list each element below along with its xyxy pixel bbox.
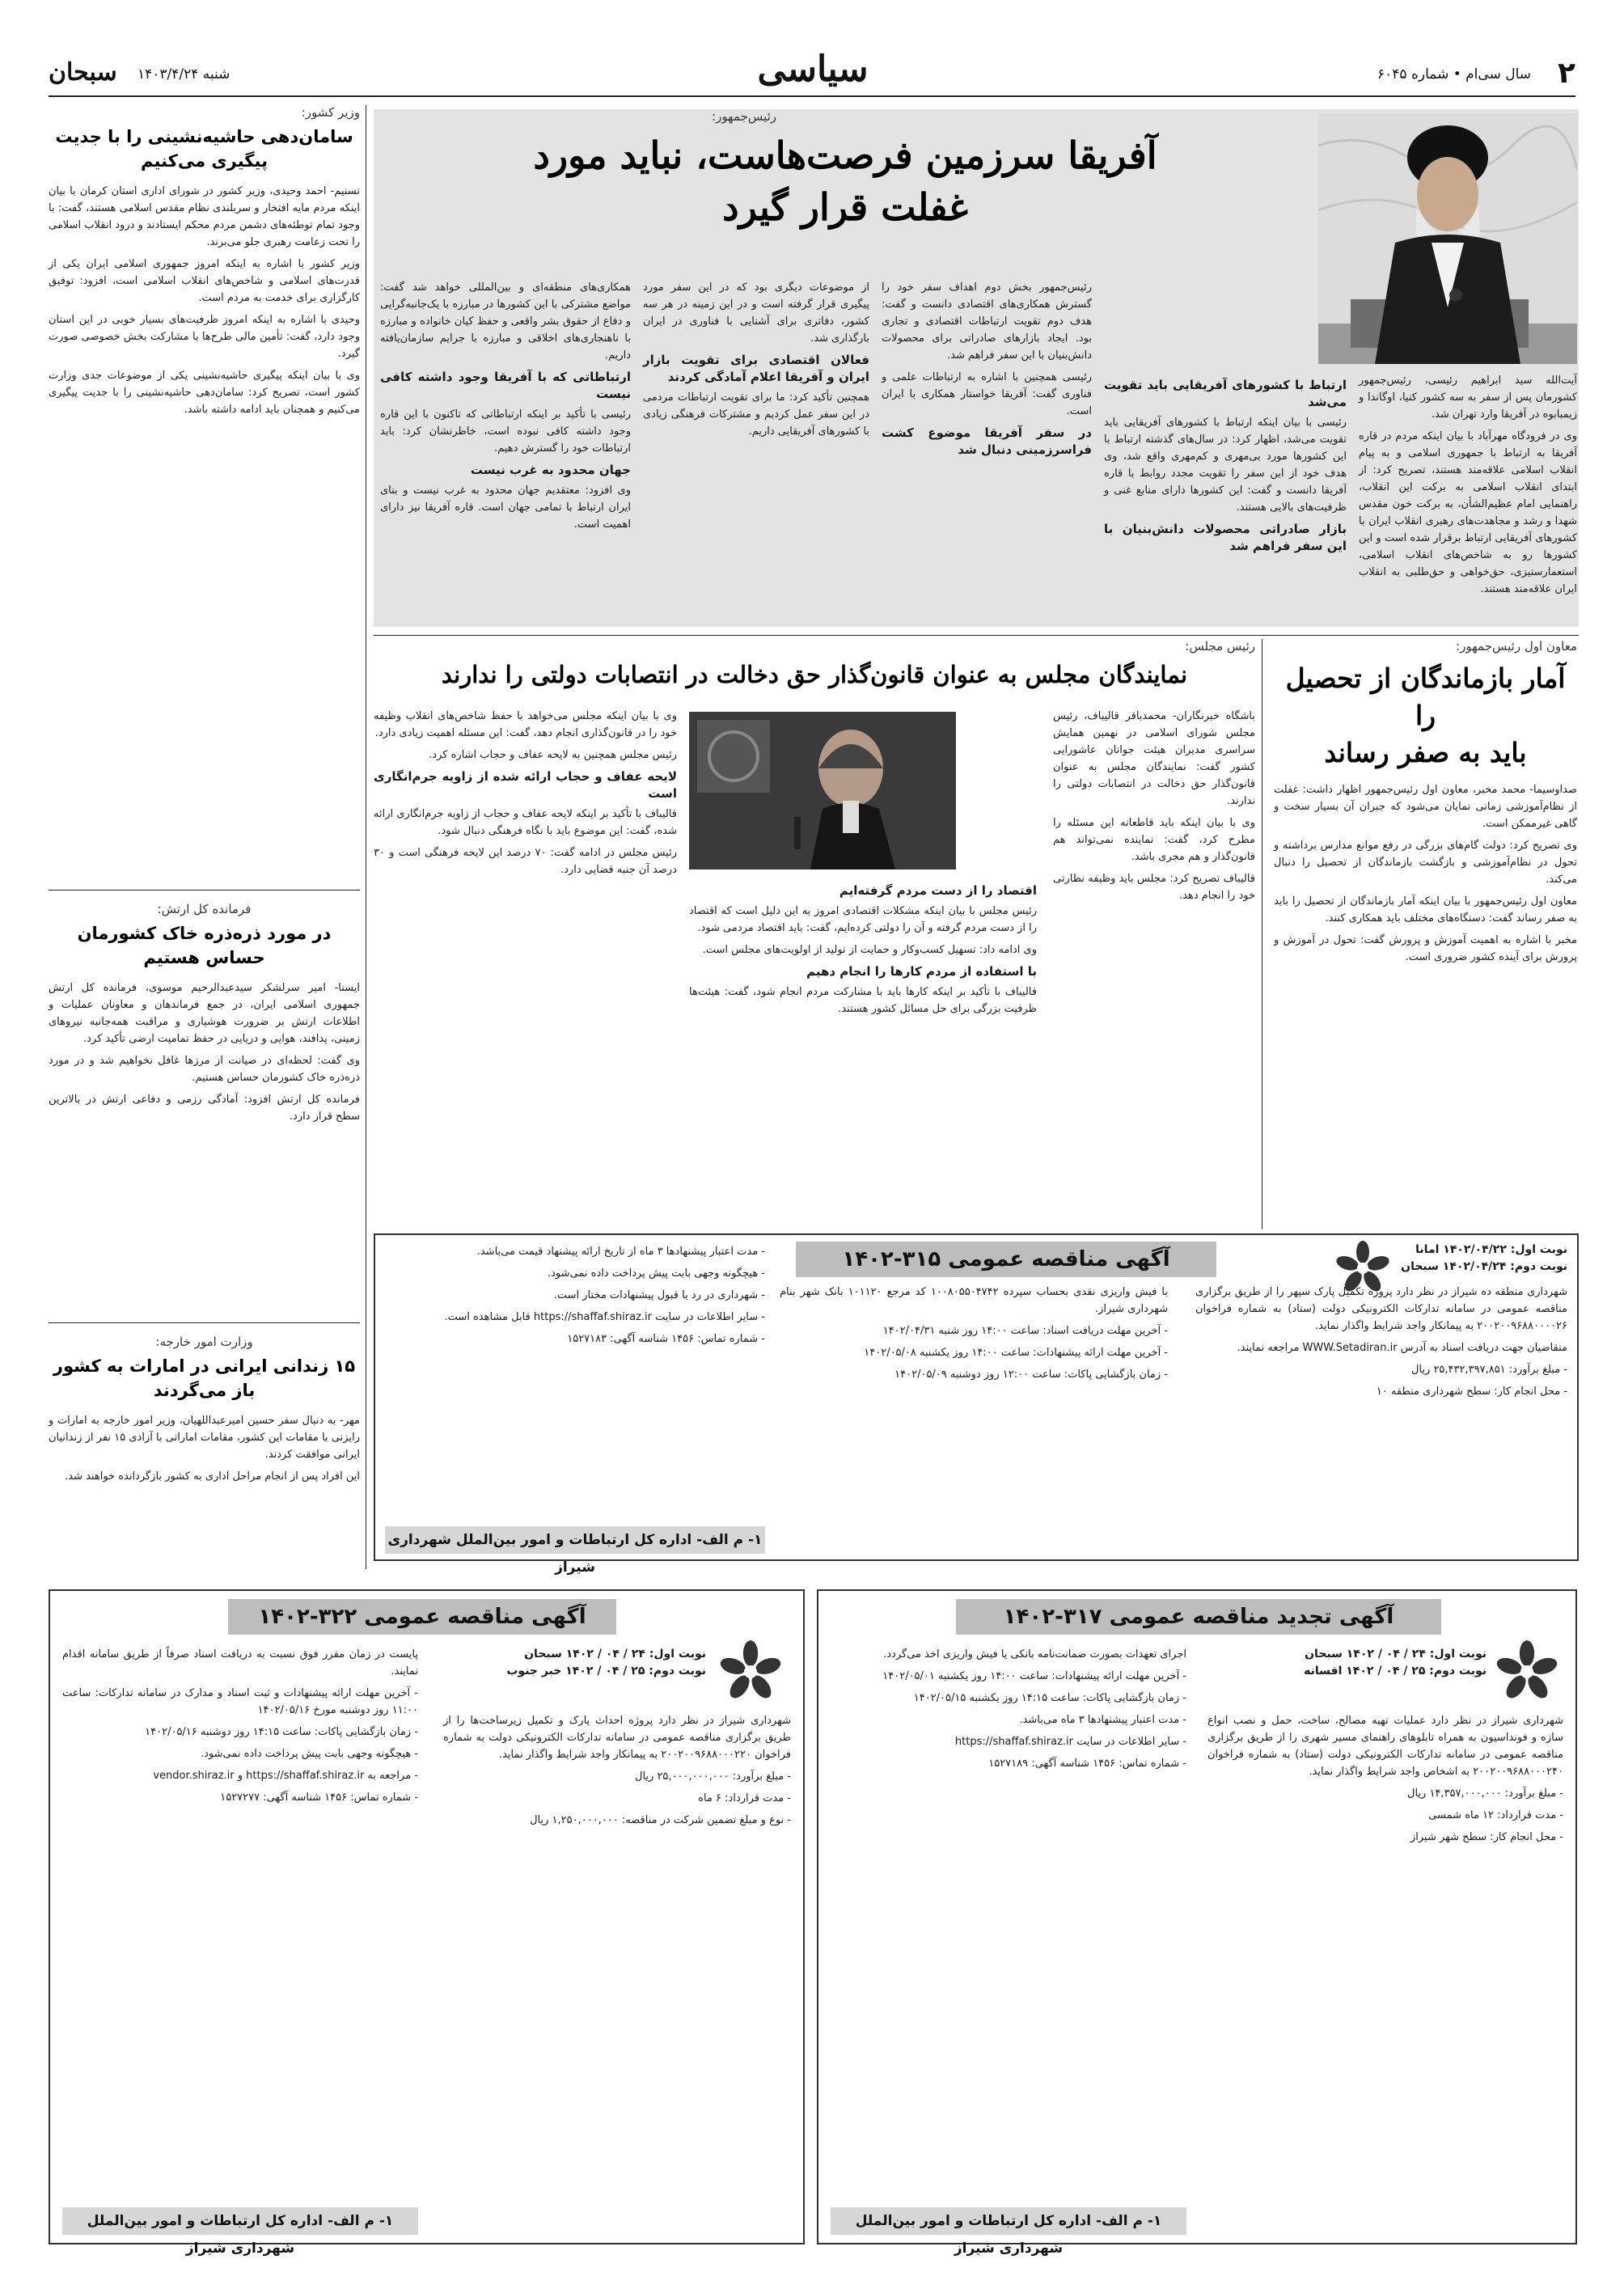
paragraph: این افراد پس از انجام مراحل اداری به کشور بازگردانده خواهند شد. bbox=[65, 1470, 360, 1483]
ad-nobat-2: نوبت دوم: ۲۵ / ۰۴ / ۱۴۰۲ خبر جنوب bbox=[506, 1665, 706, 1677]
paragraph: - هیچگونه وجهی بابت پیش پرداخت داده نمی‌شود. bbox=[548, 1267, 765, 1280]
page-number: ۲ bbox=[1558, 57, 1575, 90]
paragraph: - زمان بازگشایی پاکات: ساعت ۱۴:۱۵ روز دوشنبه ۱۴۰۲/۰۵/۱۶ bbox=[145, 1726, 418, 1738]
lead-headline-line-1: آفریقا سرزمین فرصت‌هاست، نباید مورد bbox=[533, 133, 1157, 177]
paragraph: - مبلغ برآورد: ۲۵,۴۳۲,۳۹۷,۸۵۱ ریال bbox=[1411, 1364, 1567, 1376]
paragraph: - شماره تماس: ۱۴۵۶ شناسه آگهی: ۱۵۲۷۱۸۹ bbox=[988, 1758, 1186, 1770]
ad-title-bar: آگهی تجدید مناقصه عمومی ۳۱۷-۱۴۰۲ bbox=[956, 1599, 1441, 1635]
paragraph: رئیسی با تأکید بر اینکه ارتباطاتی که تاکنون با این قاره وجود داشته کافی نبوده است، خاطرنشان کرد: باید ارتباطات خود را گسترش دهیم. bbox=[380, 408, 631, 455]
tender-ad-322 bbox=[49, 1589, 805, 2257]
parliament-story bbox=[374, 639, 1255, 1221]
lead-headline bbox=[380, 129, 1310, 233]
left-story-foreign bbox=[49, 1335, 360, 1490]
parl-column-left bbox=[374, 708, 677, 883]
speaker-photo-art bbox=[689, 712, 956, 869]
paragraph: وی تصریح کرد: دولت گام‌های بزرگی در رفع موانع مدارس برداشته و تحول در نظام‌آموزشی و بازگشت بازماندگان از تحصیل را دنبال می‌کند. bbox=[1274, 840, 1577, 886]
vp-headline bbox=[1274, 660, 1577, 772]
tender-ad-317 bbox=[817, 1589, 1577, 2257]
section-divider bbox=[374, 635, 1579, 636]
paragraph: ایسنا- امیر سرلشکر سیدعبدالرحیم موسوی، فرمانده کل ارتش جمهوری اسلامی ایران، در جمع فرماندهان و معاونان عملیات و اطلاعات ارتش بر ضرورت هوشیاری و مراقبت همه‌جانبه نیروهای زمینی، پدافند، هوایی و دریایی در حفظ تمامیت ارضی تأکید کرد. bbox=[49, 982, 360, 1045]
ad-column-2 bbox=[780, 1284, 1168, 1388]
subheading: فعالان اقتصادی برای تقویت بازار ایران و آفریقا اعلام آمادگی کردند bbox=[643, 353, 869, 384]
paragraph: - مدت قرارداد: ۶ ماه bbox=[698, 1792, 791, 1804]
paragraph: - مراجعه به https://shaffaf.shiraz.ir و vendor.shiraz.ir bbox=[153, 1770, 418, 1782]
paragraph: قالیباف با تأکید بر اینکه کارها باید با مشارکت مردم انجام شود، گفت: هیئت‌ها ظرفیت بزرگی برای حل مسائل کشور هستند. bbox=[689, 986, 1037, 1015]
municipality-logo-icon bbox=[718, 1639, 783, 1704]
ad-column-right bbox=[1207, 1712, 1563, 1851]
masthead-rule bbox=[49, 95, 1575, 97]
ad-column-left bbox=[831, 1646, 1186, 1777]
lead-column-e bbox=[380, 279, 631, 538]
left-story-interior bbox=[49, 105, 360, 423]
paragraph: رئیس‌جمهور بخش دوم اهداف سفر خود را گسترش همکاری‌های اقتصادی دانست و گفت: هدف دوم تقویت ارتباطات اقتصادی و تجاری بود. ایجاد بازارهای صادراتی برای محصولات دانش‌بنیان با این سفر فراهم شد. bbox=[882, 281, 1092, 362]
paragraph: همچنین تأکید کرد: ما برای تقویت ارتباطات مردمی در این سفر عمل کردیم و مشترکات فرهنگی زیادی با کشورهای آفریقایی داریم. bbox=[643, 391, 869, 438]
newspaper-logo: سبحان bbox=[49, 58, 117, 87]
ad-schedule bbox=[1244, 1646, 1487, 1680]
paragraph: رئیس مجلس همچنین به لایحه عفاف و حجاب اشاره کرد. bbox=[429, 749, 677, 761]
ad-nobat-1: نوبت اول: ۲۴ / ۰۴ / ۱۴۰۲ سبحان bbox=[524, 1648, 706, 1661]
left-mid-headline: در مورد ذره‌ذره خاک کشورمان حساس هستیم bbox=[77, 924, 332, 967]
paragraph: - هیچگونه وجهی بابت پیش پرداخت داده نمی‌شود. bbox=[201, 1748, 418, 1760]
paragraph: - سایر اطلاعات در سایت https://shaffaf.shiraz.ir bbox=[954, 1736, 1186, 1748]
paragraph: قالیباف تصریح کرد: مجلس باید وظیفه نظارتی خود را انجام دهد. bbox=[1053, 873, 1255, 902]
ad-schedule bbox=[480, 1646, 706, 1680]
paragraph: - شهرداری در رد یا قبول پیشنهادات مختار است. bbox=[553, 1289, 765, 1301]
left-top-kicker: وزیر کشور: bbox=[301, 105, 360, 120]
paragraph: - مبلغ برآورد: ۲۵,۰۰۰,۰۰۰,۰۰۰ ریال bbox=[635, 1771, 791, 1783]
lead-column-b bbox=[1104, 372, 1347, 558]
ad-nobat-2: نوبت دوم: ۲۵ / ۰۴ / ۱۴۰۲ افسانه bbox=[1304, 1665, 1487, 1677]
paragraph: قالیباف با تأکید بر اینکه لایحه عفاف و حجاب از زاویه جرم‌انگاری ارائه شده، گفت: این موضوع باید با نگاه فرهنگی دنبال شود. bbox=[374, 808, 677, 837]
paragraph: اجرای تعهدات بصورت ضمانت‌نامه بانکی یا فیش واریزی اخذ می‌گردد. bbox=[883, 1648, 1186, 1661]
ad-footer: ۱- م الف- اداره کل ارتباطات و امور بین‌الملل شهرداری شیراز bbox=[385, 1526, 765, 1554]
paragraph: - آخرین مهلت ارائه پیشنهادات: ساعت ۱۴:۰۰ روز یکشنبه ۱۴۰۲/۰۵/۰۸ bbox=[864, 1347, 1168, 1359]
ad-footer: ۱- م الف- اداره کل ارتباطات و امور بین‌الملل شهرداری شیراز bbox=[831, 2207, 1186, 2235]
paragraph: شهرداری منطقه ده شیراز در نظر دارد پروژه تکمیل پارک سپهر را از طریق برگزاری مناقصه عمومی در سامانه تدارکات الکترونیکی دولت (ستاد) به شماره فراخوان ۲۰۰۲۰۰۹۶۸۸۰۰۰۰۲۶ به پیمانکار واجد شرایط واگذار نماید. bbox=[1195, 1286, 1567, 1332]
paragraph: - مدت اعتبار پیشنهادها ۳ ماه می‌باشد. bbox=[1019, 1714, 1186, 1726]
parl-column-right bbox=[1053, 708, 1255, 909]
ad-nobat-2: نوبت دوم: ۱۴۰۲/۰۴/۲۴ سبحان bbox=[1401, 1260, 1567, 1273]
subheading: اقتصاد را از دست مردم گرفته‌ایم bbox=[839, 883, 1037, 898]
paragraph: مخبر با اشاره به اهمیت آموزش و پرورش گفت: تحول در آموزش و پرورش برای آینده کشور ضروری است. bbox=[1274, 934, 1577, 963]
president-photo bbox=[1318, 113, 1577, 364]
paragraph: رئیس مجلس در ادامه گفت: ۷۰ درصد این لایحه فرهنگی است و ۳۰ درصد آن جنبه قضایی دارد. bbox=[374, 847, 677, 876]
subheading: در سفر آفریقا موضوع کشت فراسرزمینی دنبال شد bbox=[882, 425, 1092, 457]
paragraph: وی در فرودگاه مهرآباد با بیان اینکه مردم در قاره آفریقا به ارتباط با جمهوری اسلامی و به پیام انقلاب اسلامی علاقه‌مند هستند، تصریح کرد: از ابتدای انقلاب اسلامی به برکت این انقلاب، راهنمایی امام عظیم‌الشأن، به برکت خون مقدس شهدا و رشد و مجاهدت‌های رهبری انقلاب ایران با کشورهای آفریقایی ارتباط برقرار شده است و این کشورها رو به شاخص‌های انقلاب اسلامی، استعمارستیزی، حق‌خواهی و حق‌طلبی به انقلاب ایران علاقه‌مند هستند. bbox=[1359, 430, 1577, 595]
paragraph: معاون اول رئیس‌جمهور با بیان اینکه آمار بازماندگان از تحصیل را باید به صفر رساند گفت: دستگاه‌های مختلف باید همکاری کنند. bbox=[1274, 895, 1577, 924]
section-title: سیاسی bbox=[757, 49, 869, 90]
vp-headline-line-2: باید به صفر رساند bbox=[1324, 737, 1527, 768]
paragraph: شهرداری شیراز در نظر دارد عملیات تهیه مصالح، ساخت، حمل و نصب انواع سازه و فونداسیون به همراه تابلوهای راهنمای مسیر شهری را از طریق برگزاری مناقصه عمومی در سامانه تدارکات الکترونیکی دولت (ستاد) به شماره فراخوان ۲۰۰۲۰۰۹۶۸۸۰۰۰۲۴۰ به اشخاص واجد شرایط واگذار نماید. bbox=[1207, 1715, 1563, 1778]
paragraph: وی گفت: لحظه‌ای در صیانت از مرزها غافل نخواهیم شد و در مورد ذره‌ذره خاک کشورمان حساس هستیم. bbox=[49, 1055, 360, 1084]
paragraph: باشگاه خبرنگاران- محمدباقر قالیباف، رئیس مجلس شورای اسلامی در نهمین همایش سراسری مدیران هیئت جوانان عاشورایی کشور گفت: نمایندگان مجلس به عنوان قانون‌گذار حق دخالت در انتصابات دولتی را ندارند. bbox=[1053, 710, 1255, 807]
lead-column-d bbox=[643, 279, 869, 445]
paragraph: صداوسیما- محمد مخبر، معاون اول رئیس‌جمهور اظهار داشت: غفلت از نظام‌آموزشی زمانی نمایان می‌شود که جبران آن بسیار سخت و گاهی غیرممکن است. bbox=[1274, 784, 1577, 830]
paragraph: با فیش واریزی نقدی بحساب سپرده ۱۰۰۸۰۵۵۰۴۷۴۲ کد مرجع ۱۰۱۱۲۰ بانک شهر بنام شهرداری شیراز. bbox=[780, 1286, 1168, 1315]
lead-kicker: رئیس‌جمهور: bbox=[712, 109, 776, 124]
subheading: ارتباط با کشورهای آفریقایی باید تقویت می‌شد bbox=[1104, 378, 1347, 409]
paragraph: رئیسی با بیان اینکه ارتباط با کشورهای آفریقایی باید تقویت می‌شد، اظهار کرد: در سال‌های گذشته ارتباط با این کشورها مورد بی‌مهری و کم‌مهری واقع شد، وی هدف خود از این سفر را تقویت مجدد روابط با قاره آفریقا دانست و گفت: این کشورها دارای منابع غنی و ظرفیت‌های بالایی هستند. bbox=[1104, 417, 1347, 514]
parl-kicker: رئیس مجلس: bbox=[1185, 639, 1255, 654]
left-story-army bbox=[49, 902, 360, 1130]
lead-headline-line-2: غفلت قرار گیرد bbox=[722, 185, 968, 229]
paragraph: - زمان بازگشایی پاکات: ساعت ۱۲:۰۰ روز دوشنبه ۱۴۰۲/۰۵/۰۹ bbox=[894, 1369, 1168, 1381]
paragraph: رئیس مجلس با بیان اینکه مشکلات اقتصادی امروز به این دلیل است که اقتصاد را از دست مردم گرفته و آن را دولتی کرده‌ایم، گفت: باید اقتصاد مردمی شود. bbox=[689, 905, 1037, 934]
paragraph: - نوع و مبلغ تضمین شرکت در مناقصه: ۱,۲۵۰,۰۰۰,۰۰۰ ریال bbox=[530, 1814, 791, 1826]
subheading: لایحه عفاف و حجاب ارائه شده از زاویه جرم‌انگاری است bbox=[374, 769, 677, 801]
ad-title-bar: آگهی مناقصه عمومی ۳۱۵-۱۴۰۲ bbox=[796, 1242, 1216, 1277]
lead-column-a bbox=[1359, 372, 1577, 603]
paragraph: رئیسی همچنین با اشاره به ارتباطات علمی و فناوری گفت: آفریقا خواستار همکاری با ایران است. bbox=[882, 371, 1092, 417]
subheading: با استفاده از مردم کارها را انجام دهیم bbox=[806, 964, 1037, 979]
paragraph: وحیدی با اشاره به اینکه امروز ظرفیت‌های بسیار خوبی در این استان وجود دارد، گفت: تأمین مالی طرح‌ها با مشارکت بخش خصوصی صورت گیرد. bbox=[49, 314, 360, 360]
paragraph: - محل انجام کار: سطح شهر شیراز bbox=[1410, 1831, 1563, 1843]
paragraph: مهر- به دنبال سفر حسین امیرعبداللهیان، وزیر امور خارجه به امارات و رایزنی با مقامات این کشور، مقامات اماراتی با آزادی ۱۵ نفر از زندانیان ایرانی موافقت کردند. bbox=[49, 1415, 360, 1461]
tender-ad-315 bbox=[374, 1233, 1579, 1576]
paragraph: - مبلغ برآورد: ۱۴,۳۵۷,۰۰۰,۰۰۰ ریال bbox=[1407, 1787, 1563, 1800]
subheading: جهان محدود به غرب نیست bbox=[470, 463, 631, 477]
paragraph: آیت‌الله سید ابراهیم رئیسی، رئیس‌جمهور کشورمان پس از سفر به سه کشور کنیا، اوگاندا و زیمبابوه در آفریقا وارد تهران شد. bbox=[1359, 374, 1577, 421]
municipality-logo-icon bbox=[1495, 1639, 1559, 1704]
ad-nobat-1: نوبت اول: ۱۴۰۲/۰۴/۲۲ امانا bbox=[1415, 1243, 1567, 1256]
issue-info: سال سی‌ام • شماره ۶۰۴۵ bbox=[1377, 66, 1531, 82]
lead-column-c bbox=[882, 279, 1092, 462]
paragraph: - مدت قرارداد: ۱۲ ماه شمسی bbox=[1428, 1809, 1563, 1821]
paragraph: وزیر کشور با اشاره به اینکه امروز جمهوری اسلامی ایران یکی از قدرت‌های اسلامی و شاخص‌های انقلاب اسلامی است، افزود: توفیق کارگزاری برای خدمت به مردم است. bbox=[49, 258, 360, 304]
vp-headline-line-1: آمار بازماندگان از تحصیل را bbox=[1285, 662, 1566, 731]
paragraph: وی ادامه داد: تسهیل کسب‌وکار و حمایت از تولید از اولویت‌های مجلس است. bbox=[702, 944, 1037, 956]
paragraph: وی با بیان اینکه مجلس می‌خواهد با حفظ شاخص‌های انقلاب وظیفه خود را در قانون‌گذاری انجام دهد، گفت: این مسئله اهمیت زیادی دارد. bbox=[374, 710, 677, 739]
paragraph: - آخرین مهلت دریافت اسناد: ساعت ۱۴:۰۰ روز شنبه ۱۴۰۲/۰۴/۳۱ bbox=[882, 1325, 1168, 1337]
ad-column-1 bbox=[1195, 1284, 1567, 1405]
ad-nobat-1: نوبت اول: ۲۴ / ۰۴ / ۱۴۰۲ سبحان bbox=[1305, 1648, 1487, 1661]
story-divider bbox=[49, 890, 360, 891]
paragraph: از موضوعات دیگری بود که در این سفر مورد پیگیری قرار گرفته است و در این زمینه در هر سه کشور، دفاتری برای آشنایی با فناوری در ایران بارگذاری شد. bbox=[643, 281, 869, 345]
paragraph: متقاضیان جهت دریافت اسناد به آدرس WWW.Setadiran.ir مراجعه نمایند. bbox=[1237, 1342, 1567, 1354]
paragraph: - شماره تماس: ۱۴۵۶ شناسه آگهی: ۱۵۲۷۲۷۷ bbox=[220, 1792, 418, 1804]
story-divider bbox=[49, 1322, 360, 1323]
paragraph: همکاری‌های منطقه‌ای و بین‌المللی خواهد شد گفت: مواضع مشترکی با این کشورها در مبارزه با یک‌جانبه‌گرایی و دفاع از حقوق بشر واقعی و حفظ کیان خانواده و مبارزه با ناهنجاری‌های اخلاقی و مبارزه با جرایم سازمان‌یافته داریم. bbox=[380, 281, 631, 362]
issue-date: شنبه ۱۴۰۳/۴/۲۴ bbox=[137, 66, 230, 82]
paragraph: - محل انجام کار: سطح شهرداری منطقه ۱۰ bbox=[1376, 1386, 1567, 1398]
subheading: بازار صادراتی محصولات دانش‌بنیان با این سفر فراهم شد bbox=[1104, 522, 1347, 553]
left-bottom-headline: ۱۵ زندانی ایرانی در امارات به کشور باز می‌گردند bbox=[53, 1356, 356, 1400]
paragraph: - آخرین مهلت ارائه پیشنهادات و ثبت اسناد و مدارک در سامانه تدارکات: ساعت ۱۱:۰۰ روز دوشنبه مورخ ۱۴۰۲/۰۵/۱۶ bbox=[62, 1687, 418, 1716]
ad-column-3 bbox=[385, 1243, 765, 1352]
paragraph: شهرداری شیراز در نظر دارد پروژه احداث پارک و تکمیل زیرساخت‌ها را از طریق برگزاری مناقصه عمومی در سامانه تدارکات الکترونیکی دولت به شماره فراخوان ۲۰۰۲۰۰۹۶۸۸۰۰۰۲۲۰ به پیمانکار واجد شرایط واگذار نماید. bbox=[443, 1715, 791, 1761]
parl-column-mid bbox=[689, 878, 1037, 1022]
paragraph: وی با بیان اینکه باید قاطعانه این مسئله را مطرح کرد، گفت: نماینده نمی‌تواند هم قانون‌گذار و هم مجری باشد. bbox=[1053, 817, 1255, 863]
ad-column-right bbox=[443, 1712, 791, 1834]
ad-footer: ۱- م الف- اداره کل ارتباطات و امور بین‌الملل شهرداری شیراز bbox=[62, 2207, 418, 2235]
vp-kicker: معاون اول رئیس‌جمهور: bbox=[1456, 639, 1577, 654]
masthead bbox=[0, 49, 1624, 105]
paragraph: - شماره تماس: ۱۴۵۶ شناسه آگهی: ۱۵۲۷۱۸۳ bbox=[567, 1333, 765, 1345]
ad-column-left bbox=[62, 1646, 418, 1811]
paragraph: پایست در زمان مقرر فوق نسبت به دریافت اسناد صرفاً از طریق سامانه اقدام نمایند. bbox=[62, 1648, 418, 1677]
paragraph: - سایر اطلاعات در سایت https://shaffaf.shiraz.ir قابل مشاهده است. bbox=[444, 1311, 765, 1323]
left-bottom-kicker: وزارت امور خارجه: bbox=[155, 1335, 253, 1349]
paragraph: وی افزود: معتقدیم جهان محدود به غرب نیست و بنای ایران ارتباط با تمامی جهان است. قاره آفریقا نیز دارای اهمیت است. bbox=[380, 484, 631, 531]
paragraph: تسنیم- احمد وحیدی، وزیر کشور در شورای اداری استان کرمان با بیان اینکه مردم مایه افتخار و سربلندی نظام مقدس اسلامی هستند، گفت: با وجود تمام توطئه‌های دشمن مردم محکم ایستادند و درود انقلاب اسلامی را تحت زعامت رهبری جلو می‌برند. bbox=[49, 185, 360, 248]
president-photo-art bbox=[1318, 113, 1577, 364]
subheading: ارتباطاتی که با آفریقا وجود داشته کافی نیست bbox=[380, 370, 631, 401]
left-mid-kicker: فرمانده کل ارتش: bbox=[157, 902, 252, 916]
ad-title-bar: آگهی مناقصه عمومی ۳۲۲-۱۴۰۲ bbox=[228, 1599, 616, 1635]
parl-headline: نمایندگان مجلس به عنوان قانون‌گذار حق دخالت در انتصابات دولتی را ندارند bbox=[441, 661, 1188, 688]
paragraph: - زمان بازگشایی پاکات: ساعت ۱۴:۱۵ روز یکشنبه ۱۴۰۲/۰۵/۱۵ bbox=[913, 1692, 1186, 1704]
paragraph: - مدت اعتبار پیشنهادها ۳ ماه از تاریخ ارائه پیشنهاد قیمت می‌باشد. bbox=[476, 1246, 765, 1258]
paragraph: فرمانده کل ارتش افزود: آمادگی رزمی و دفاعی ارتش در بالاترین سطح قرار دارد. bbox=[49, 1094, 360, 1123]
vp-story bbox=[1274, 639, 1577, 971]
left-top-headline: سامان‌دهی حاشیه‌نشینی را با جدیت پیگیری می‌کنیم bbox=[55, 127, 353, 171]
ad-schedule bbox=[1398, 1242, 1567, 1276]
paragraph: - آخرین مهلت ارائه پیشنهادات: ساعت ۱۴:۰۰ روز یکشنبه ۱۴۰۲/۰۵/۰۱ bbox=[882, 1670, 1186, 1682]
speaker-photo bbox=[689, 712, 956, 869]
paragraph: وی با بیان اینکه پیگیری حاشیه‌نشینی یکی از موضوعات جدی وزارت کشور است، تصریح کرد: سامان‌دهی حاشیه‌نشینی را با جدیت پیگیری می‌کنیم و همچنان باید ادامه داشته باشد. bbox=[49, 370, 360, 416]
